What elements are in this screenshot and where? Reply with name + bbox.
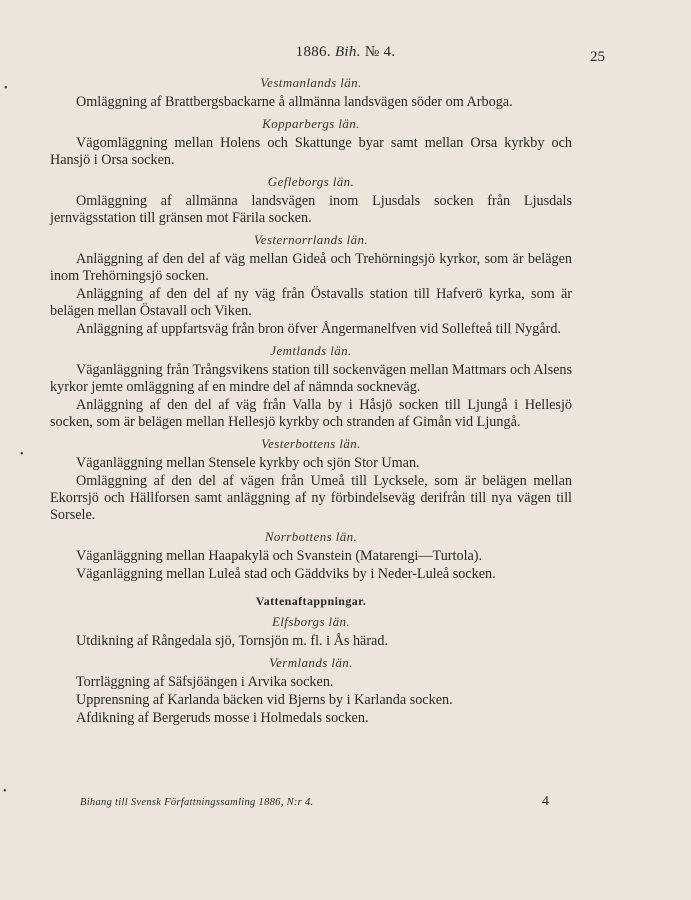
paragraph: Anläggning af den del af väg från Valla by i Håsjö socken till Ljungå i Hellesjö socken, som är belägen mellan Hellesjö kyrkby och stranden af Gimån vid Ljungå. bbox=[50, 397, 572, 430]
page-number: 25 bbox=[590, 49, 605, 65]
paragraph: Omläggning af allmänna landsvägen inom Ljusdals socken från Ljusdals jernvägsstation till gränsen mot Färila socken. bbox=[50, 193, 572, 226]
county-heading: Vestmanlands län. bbox=[260, 75, 362, 90]
header-number: № 4. bbox=[364, 44, 396, 60]
paragraph: Upprensning af Karlanda bäcken vid Bjerns by i Karlanda socken. bbox=[76, 692, 453, 708]
margin-mark: • bbox=[20, 449, 24, 460]
paragraph: Väganläggning mellan Haapakylä och Svanstein (Matarengi—Turtola). bbox=[76, 548, 483, 564]
header-year: 1886. bbox=[295, 44, 331, 60]
footer-citation: Bihang till Svensk Författningssamling 1886, N:r 4. bbox=[80, 797, 314, 808]
paragraph: Omläggning af Brattbergsbackarne å allmänna landsvägen söder om Arboga. bbox=[76, 94, 513, 110]
paragraph: Afdikning af Bergeruds mosse i Holmedals socken. bbox=[76, 710, 369, 726]
county-heading: Vermlands län. bbox=[269, 655, 353, 670]
county-heading: Elfsborgs län. bbox=[271, 614, 351, 629]
header-bih: Bih. bbox=[334, 44, 361, 60]
paragraph: Anläggning af den del af väg mellan Gideå och Trehörningsjö kyrkor, som är belägen inom Trehörningsjö socken. bbox=[50, 251, 572, 284]
paragraph: Väganläggning mellan Stensele kyrkby och sjön Stor Uman. bbox=[76, 455, 420, 471]
county-heading: Gefleborgs län. bbox=[267, 174, 355, 189]
county-heading: Vesterbottens län. bbox=[261, 436, 361, 451]
margin-mark: • bbox=[4, 83, 8, 94]
paragraph: Väganläggning från Trångsvikens station till sockenvägen mellan Mattmars och Alsens kyrkor jemte omläggning af en mindre del af nämnda sockneväg. bbox=[50, 362, 572, 395]
paragraph: Anläggning af uppfartsväg från bron öfver Ångermanelfven vid Sollefteå till Nygård. bbox=[76, 321, 561, 337]
signature-mark: 4 bbox=[542, 794, 549, 809]
document-body bbox=[50, 74, 572, 728]
paragraph: Utdikning af Rångedala sjö, Tornsjön m. fl. i Ås härad. bbox=[76, 633, 388, 649]
paragraph: Vägomläggning mellan Holens och Skattunge byar samt mellan Orsa kyrkby och Hansjö i Orsa socken. bbox=[50, 135, 572, 168]
margin-mark: • bbox=[3, 786, 7, 797]
county-heading: Vesternorrlands län. bbox=[253, 232, 369, 247]
running-header bbox=[0, 44, 691, 61]
paragraph: Omläggning af den del af vägen från Umeå till Lycksele, som är belägen mellan Ekorrsjö och Hällforsen samt anläggning af ny förbindelseväg derifrån till nya vägen till Sorsele. bbox=[50, 473, 572, 523]
paragraph: Anläggning af den del af ny väg från Östavalls station till Hafverö kyrka, som är belägen mellan Östavall och Viken. bbox=[50, 286, 572, 319]
county-heading: Norrbottens län. bbox=[264, 529, 358, 544]
paragraph: Väganläggning mellan Luleå stad och Gäddviks by i Neder-Luleå socken. bbox=[76, 566, 496, 582]
county-heading: Jemtlands län. bbox=[270, 343, 352, 358]
county-heading: Kopparbergs län. bbox=[262, 116, 360, 131]
section-heading: Vattenaftappningar. bbox=[255, 594, 367, 608]
paragraph: Torrläggning af Säfsjöängen i Arvika socken. bbox=[76, 674, 334, 690]
